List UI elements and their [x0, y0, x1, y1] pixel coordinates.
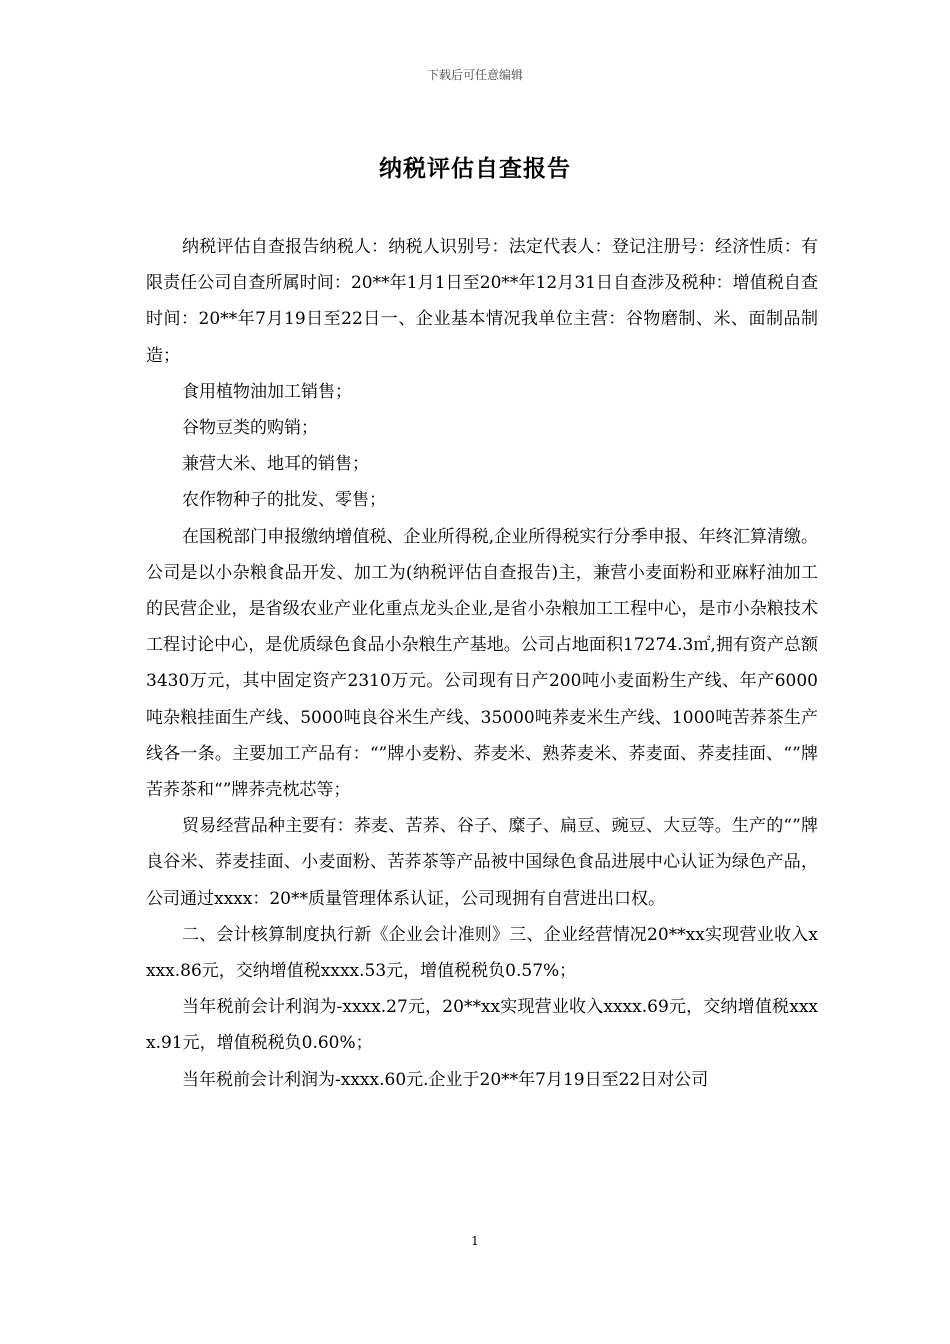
page-number: 1: [471, 1234, 479, 1248]
document-title: 纳税评估自查报告: [379, 155, 571, 182]
paragraph: 纳税评估自查报告纳税人：纳税人识别号：法定代表人：登记注册号：经济性质：有限责任公司自查所属时间：20**年1月1日至20**年12月31日自查涉及税种：增值税自查时间：20**年7月19日至22日一、企业基本情况我单位主营：谷物磨制、米、面制品制造；: [146, 237, 818, 366]
paragraph: 当年税前会计利润为-xxxx.60元.企业于20**年7月19日至22日对公司: [182, 1069, 709, 1090]
header-note: 下载后可任意编辑: [426, 68, 523, 82]
paragraph: 农作物种子的批发、零售；: [182, 490, 386, 511]
paragraph: 谷物豆类的购销；: [182, 418, 318, 439]
paragraph: 当年税前会计利润为-xxxx.27元，20**xx实现营业收入xxxx.69元，交纳增值税xxxx.91元，增值税税负0.60%；: [146, 997, 818, 1054]
paragraph: 在国税部门申报缴纳增值税、企业所得税,企业所得税实行分季申报、年终汇算清缴。公司是以小杂粮食品开发、加工为(纳税评估自查报告)主，兼营小麦面粉和亚麻籽油加工的民营企业，是省级农业产业化重点龙头企业,是省小杂粮加工工程中心，是市小杂粮技术工程讨论中心，是优质绿色食品小杂粮生产基地。公司占地面积17274.3㎡,拥有资产总额3430万元，其中固定资产2310万元。公司现有日产200吨小麦面粉生产线、年产6000吨杂粮挂面生产线、5000吨良谷米生产线、35000吨荞麦米生产线、1000吨苦荞茶生产线各一条。主要加工产品有：“”牌小麦粉、荞麦米、熟荞麦米、荞麦面、荞麦挂面、“”牌苦荞茶和“”牌荞壳枕芯等；: [146, 526, 818, 801]
paragraph: 二、会计核算制度执行新《企业会计准则》三、企业经营情况20**xx实现营业收入xxxx.86元，交纳增值税xxxx.53元，增值税税负0.57%；: [146, 924, 818, 982]
paragraph: 兼营大米、地耳的销售；: [182, 454, 369, 475]
paragraph: 食用植物油加工销售；: [182, 381, 352, 402]
paragraph: 贸易经营品种主要有：荞麦、苦荞、谷子、糜子、扁豆、豌豆、大豆等。生产的“”牌良谷米、荞麦挂面、小麦面粉、苦荞茶等产品被中国绿色食品进展中心认证为绿色产品，公司通过xxxx：20**质量管理体系认证，公司现拥有自营进出口权。: [146, 816, 818, 909]
document-body: [146, 229, 818, 1098]
